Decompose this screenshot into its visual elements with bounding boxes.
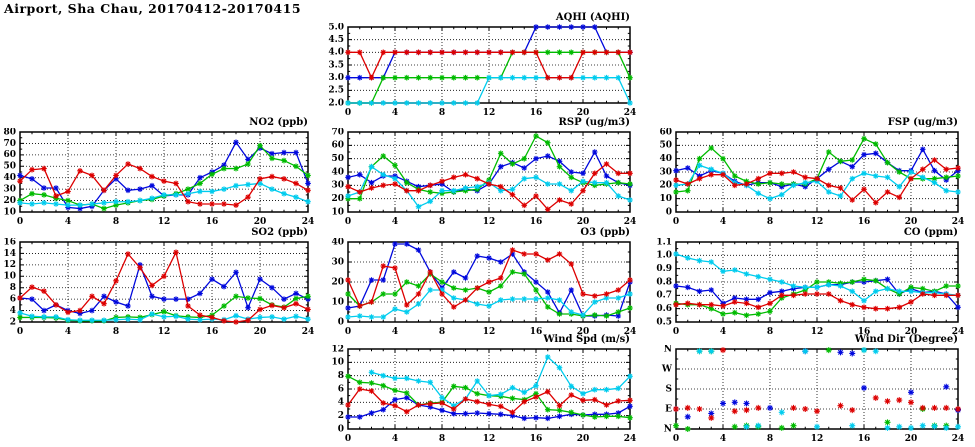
fsp-plot-canvas bbox=[642, 128, 968, 228]
aqhi-title: AQHI (AQHI) bbox=[555, 12, 630, 23]
no2-plot-canvas bbox=[0, 128, 318, 228]
co-title: CO (ppm) bbox=[903, 227, 958, 238]
rsp-title: RSP (ug/m3) bbox=[558, 117, 630, 128]
wspd-title: Wind Spd (m/s) bbox=[543, 334, 630, 345]
wspd-plot-canvas bbox=[314, 345, 640, 445]
co-plot-canvas bbox=[642, 238, 968, 338]
o3-title: O3 (ppb) bbox=[580, 227, 630, 238]
o3-plot-canvas bbox=[314, 238, 640, 338]
wdir-plot-canvas bbox=[642, 345, 968, 445]
chart-wdir bbox=[642, 334, 968, 445]
chart-o3 bbox=[314, 227, 640, 338]
aqhi-plot-canvas bbox=[314, 23, 640, 119]
so2-title: SO2 (ppb) bbox=[251, 227, 308, 238]
no2-title: NO2 (ppb) bbox=[249, 117, 308, 128]
chart-no2 bbox=[0, 117, 318, 228]
so2-plot-canvas bbox=[0, 238, 318, 338]
fsp-title: FSP (ug/m3) bbox=[887, 117, 958, 128]
chart-aqhi bbox=[314, 12, 640, 119]
chart-wspd bbox=[314, 334, 640, 445]
page-title: Airport, Sha Chau, 20170412-20170415 bbox=[4, 1, 302, 16]
chart-so2 bbox=[0, 227, 318, 338]
chart-fsp bbox=[642, 117, 968, 228]
chart-rsp bbox=[314, 117, 640, 228]
chart-co bbox=[642, 227, 968, 338]
rsp-plot-canvas bbox=[314, 128, 640, 228]
wdir-title: Wind Dir (Degree) bbox=[854, 334, 958, 345]
